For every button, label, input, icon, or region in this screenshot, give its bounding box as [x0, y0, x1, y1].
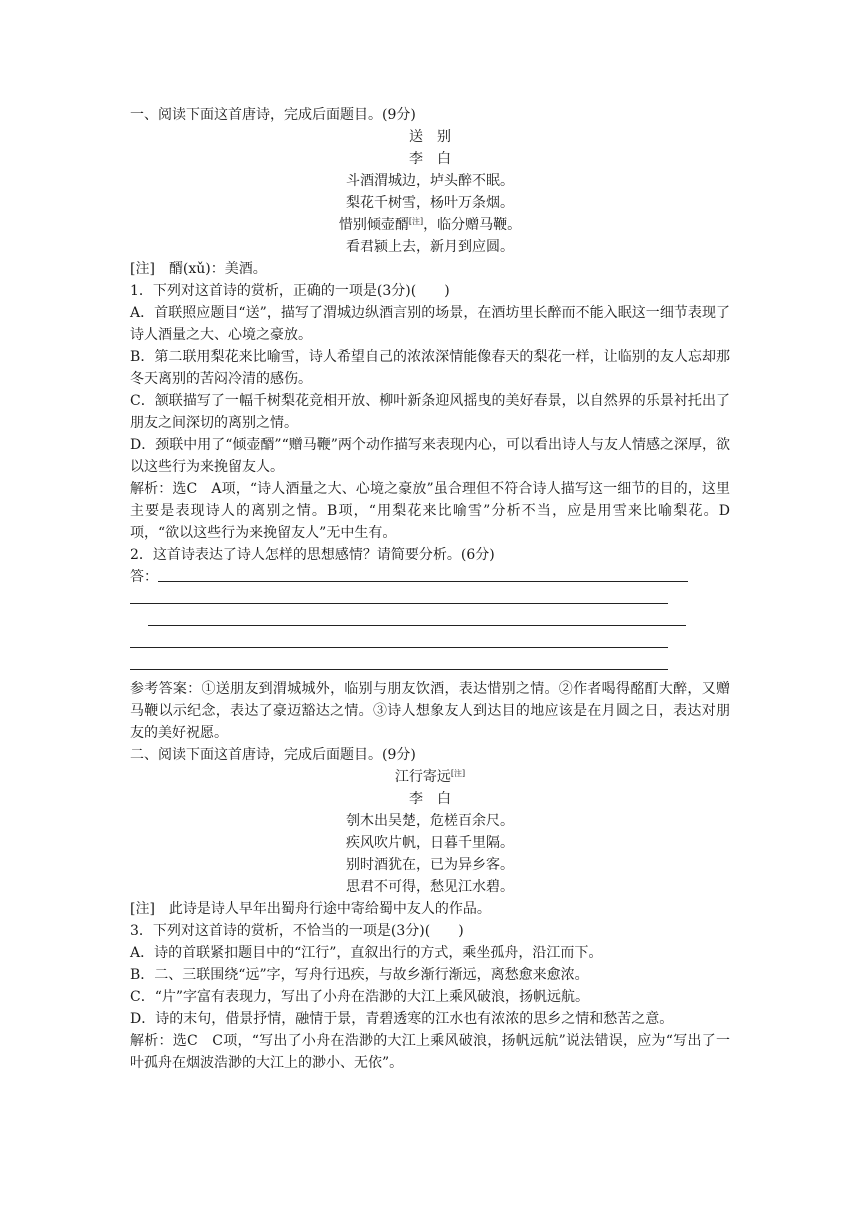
- note-marker: [注]: [450, 769, 466, 778]
- poem-1-line-2: 梨花千树雪，杨叶万条烟。: [346, 195, 514, 211]
- poem-1-author: 李 白: [409, 151, 451, 167]
- poem-2-author: 李 白: [409, 791, 451, 807]
- poem-2-line-1: 刳木出吴楚，危槎百余尺。: [346, 813, 514, 829]
- poem-1-note: [注] 醑(xǔ)：美酒。: [130, 261, 267, 277]
- question-1-option-b: B．第二联用梨花来比喻雪，诗人希望自己的浓浓深情能像春天的梨花一样，让临别的友人忘却那冬天离别的苦闷冷清的感伤。: [130, 349, 730, 387]
- poem-2-title: [130, 766, 730, 788]
- poem-1-line-1: 斗酒渭城边，垆头醉不眠。: [346, 173, 514, 189]
- question-2-stem: 2．这首诗表达了诗人怎样的思想感情？请简要分析。(6分): [130, 547, 495, 563]
- poem-2-note: [注] 此诗是诗人早年出蜀舟行途中寄给蜀中友人的作品。: [130, 901, 491, 917]
- question-3-option-a: A．诗的首联紧扣题目中的“江行”，直叙出行的方式，乘坐孤舟，沿江而下。: [130, 945, 603, 961]
- answer-line-4[interactable]: [130, 632, 730, 654]
- answer-line-5[interactable]: [130, 654, 730, 676]
- question-1-stem: 1．下列对这首诗的赏析，正确的一项是(3分)( ): [130, 283, 450, 299]
- question-3-analysis: 解析：选C C项，“写出了小舟在浩渺的大江上乘风破浪，扬帆远航”说法错误，应为“写出了一叶孤舟在烟波浩渺的大江上的渺小、无依”。: [130, 1033, 730, 1071]
- answer-rule[interactable]: [158, 581, 688, 582]
- poem-1-line-3-post: ，临分赠马鞭。: [423, 217, 522, 233]
- poem-2-line-2: 疾风吹片帆，日暮千里隔。: [346, 835, 514, 851]
- document-page: [130, 104, 730, 1074]
- poem-2-line-3: 别时酒犹在，已为异乡客。: [346, 857, 514, 873]
- question-1-option-a: A．首联照应题目“送”，描写了渭城边纵酒言别的场景，在酒坊里长醉而不能入眠这一细节表现了诗人酒量之大、心境之豪放。: [130, 305, 730, 343]
- poem-2-line-4: 思君不可得，愁见江水碧。: [346, 879, 514, 895]
- answer-line-3[interactable]: [130, 610, 730, 632]
- answer-label: 答：: [130, 569, 158, 585]
- question-3-option-b: B．二、三联围绕“远”字，写舟行迅疾，与故乡渐行渐远，离愁愈来愈浓。: [130, 967, 589, 983]
- poem-1-line-3: [130, 214, 730, 236]
- question-1-analysis: 解析：选C A项，“诗人酒量之大、心境之豪放”虽合理但不符合诗人描写这一细节的目的，这里主要是表现诗人的离别之情。B项，“用梨花来比喻雪”分析不当，应是用雪来比喻梨花。D项，“欲以这些行为来挽留友人”无中生有。: [130, 481, 730, 541]
- answer-line-1: [130, 566, 730, 588]
- section-2-heading: 二、阅读下面这首唐诗，完成后面题目。(9分): [130, 747, 416, 763]
- question-3-option-c: C．“片”字富有表现力，写出了小舟在浩渺的大江上乘风破浪，扬帆远航。: [130, 989, 590, 1005]
- poem-1-line-3-pre: 惜别倾壶醑: [338, 217, 409, 233]
- section-1-heading: 一、阅读下面这首唐诗，完成后面题目。(9分): [130, 107, 416, 123]
- poem-2-title-text: 江行寄远: [394, 769, 451, 785]
- answer-line-2[interactable]: [130, 588, 730, 610]
- question-1-option-d: D．颈联中用了“倾壶醑”“赠马鞭”两个动作描写来表现内心，可以看出诗人与友人情感之深厚，欲以这些行为来挽留友人。: [130, 437, 730, 475]
- poem-1-title: 送 别: [409, 129, 451, 145]
- question-3-stem: 3．下列对这首诗的赏析，不恰当的一项是(3分)( ): [130, 923, 464, 939]
- question-2-reference-answer: 参考答案：①送朋友到渭城城外，临别与朋友饮酒，表达惜别之情。②作者喝得酩酊大醉，又赠马鞭以示纪念，表达了豪迈豁达之情。③诗人想象友人到达目的地应该是在月圆之日，表达对朋友的美好祝愿。: [130, 681, 730, 741]
- poem-1-line-4: 看君颍上去，新月到应圆。: [346, 239, 514, 255]
- question-3-option-d: D．诗的末句，借景抒情，融情于景，青碧透寒的江水也有浓浓的思乡之情和愁苦之意。: [130, 1011, 674, 1027]
- note-marker: [注]: [408, 217, 424, 226]
- question-1-option-c: C．颔联描写了一幅千树梨花竞相开放、柳叶新条迎风摇曳的美好春景，以自然界的乐景衬托出了朋友之间深切的离别之情。: [130, 393, 730, 431]
